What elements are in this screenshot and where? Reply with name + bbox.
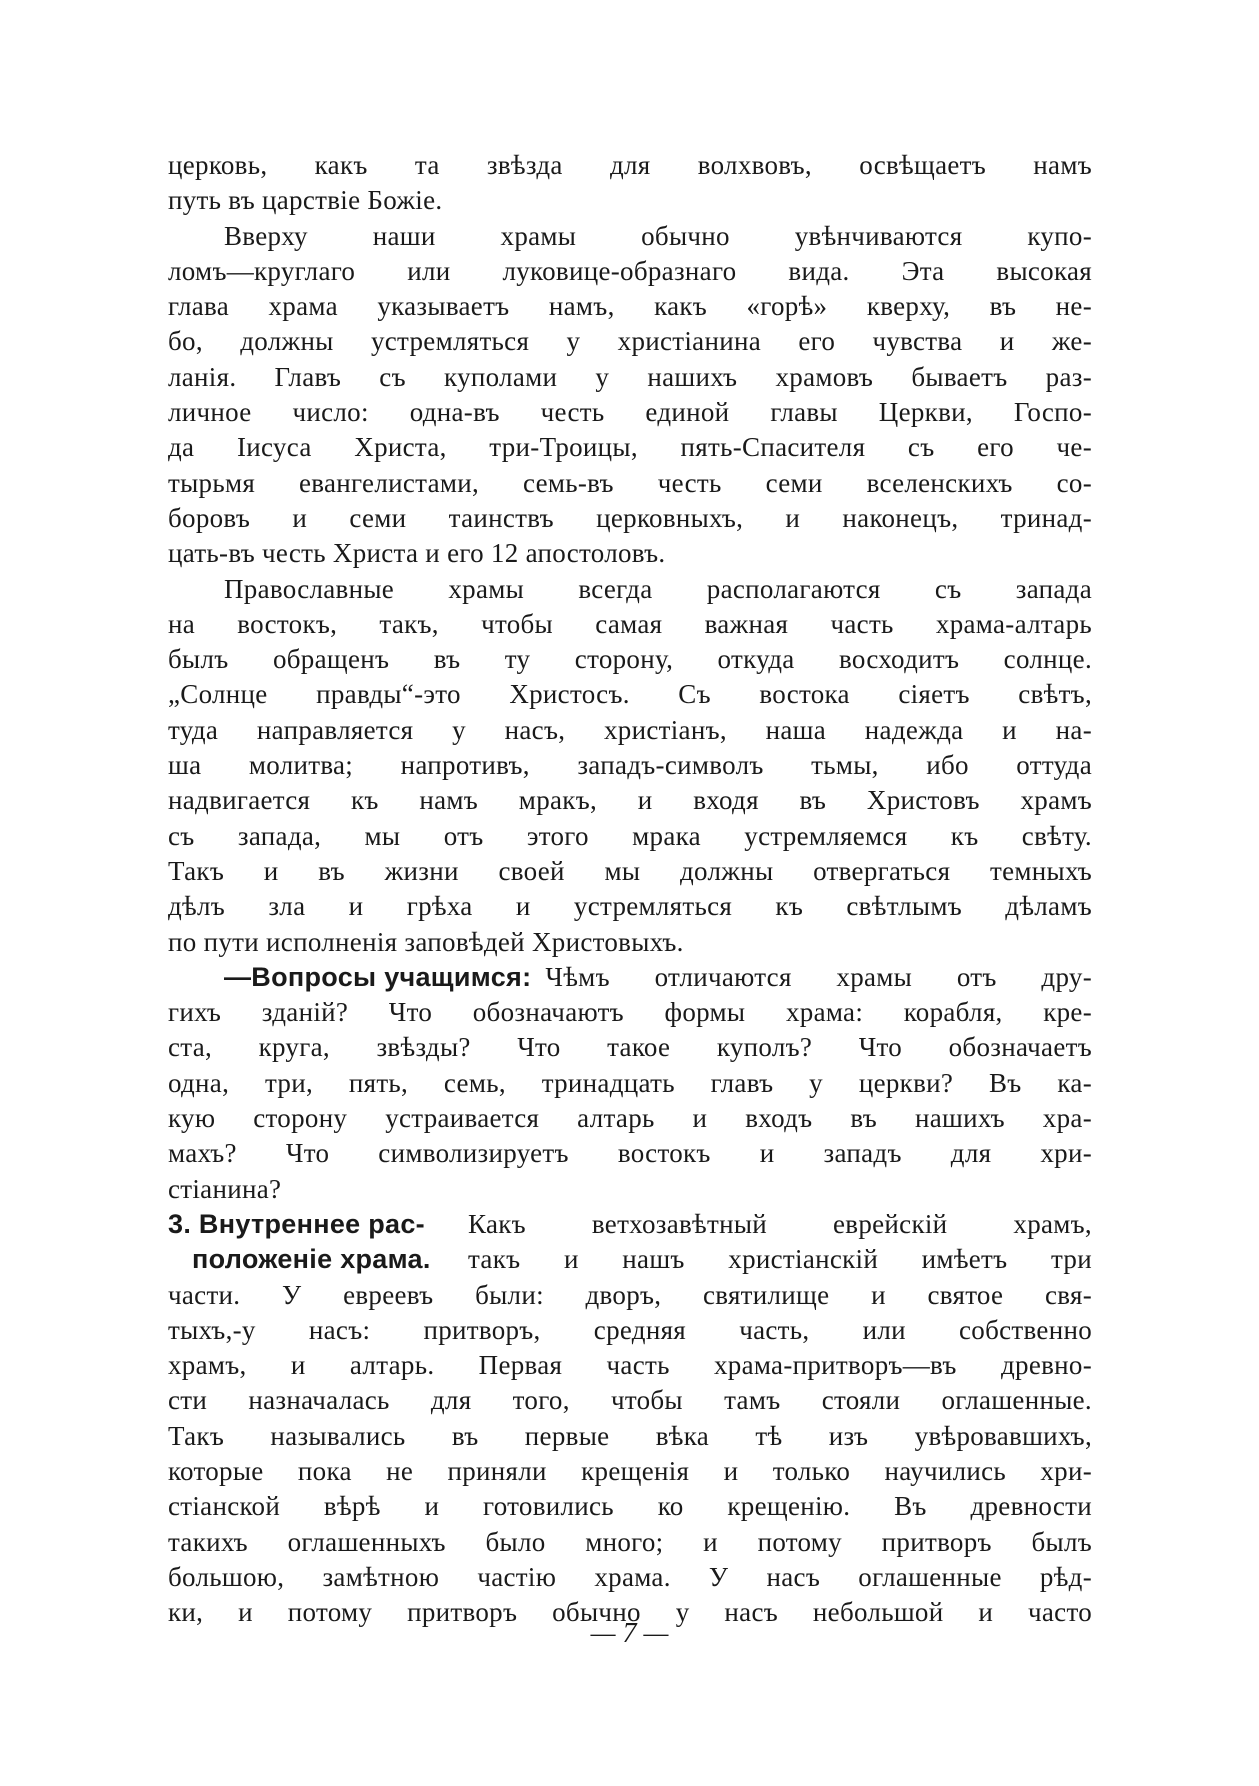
- body-line: Православные храмы всегда располагаются съ запада: [224, 573, 1092, 604]
- section-line: большою, замѣтною частію храма. У насъ оглашенные рѣд-: [168, 1561, 1092, 1592]
- section-line: Такъ назывались въ первые вѣка тѣ изъ увѣровавшихъ,: [168, 1420, 1092, 1451]
- body-line: путь въ царствіе Божіе.: [168, 185, 443, 216]
- body-line: дѣлъ зла и грѣха и устремляться къ свѣтлымъ дѣламъ: [168, 891, 1092, 922]
- body-line: былъ обращенъ въ ту сторону, откуда восходитъ солнце.: [168, 644, 1092, 675]
- section-line: тыхъ,-у насъ: притворъ, средняя часть, или собственно: [168, 1314, 1092, 1345]
- section-heading: 3. Внутреннее рас-: [168, 1208, 425, 1239]
- body-line: туда направляется у насъ, христіанъ, наша надежда и на-: [168, 714, 1092, 745]
- body-line: Вверху наши храмы обычно увѣнчиваются купо-: [224, 220, 1092, 251]
- questions-line: стіанина?: [168, 1173, 282, 1204]
- section-first-line: [168, 1207, 1092, 1242]
- body-line: съ запада, мы отъ этого мрака устремляемся къ свѣту.: [168, 820, 1092, 851]
- page-number: — 7 —: [590, 1618, 669, 1649]
- section-line: такъ и нашъ христіанскій имѣетъ три: [468, 1244, 1092, 1275]
- questions-line: гихъ зданій? Что обозначаютъ формы храма: корабля, кре-: [168, 997, 1092, 1028]
- body-line: бо, должны устремляться у христіанина его чувства и же-: [168, 326, 1092, 357]
- section-line: ки, и потому притворъ обычно у насъ небольшой и часто: [168, 1597, 1092, 1628]
- section-line: такихъ оглашенныхъ было много; и потому притворъ былъ: [168, 1526, 1092, 1557]
- body-line: личное число: одна-въ честь единой главы Церкви, Госпо-: [168, 397, 1092, 428]
- body-line: по пути исполненія заповѣдей Христовыхъ.: [168, 926, 684, 957]
- body-line: Такъ и въ жизни своей мы должны отвергаться темныхъ: [168, 855, 1092, 886]
- questions-label: —Вопросы учащимся:: [224, 961, 532, 992]
- body-line: надвигается къ намъ мракъ, и входя въ Христовъ храмъ: [168, 785, 1092, 816]
- body-line: церковь, какъ та звѣзда для волхвовъ, освѣщаетъ намъ: [168, 150, 1092, 180]
- section-line: храмъ, и алтарь. Первая часть храма-притворъ—въ древно-: [168, 1350, 1092, 1381]
- questions-line: ста, круга, звѣзды? Что такое куполъ? Что обозначаетъ: [168, 1032, 1092, 1063]
- body-line: цать-въ честь Христа и его 12 апостоловъ.: [168, 538, 666, 569]
- body-line: „Солнце правды“-это Христосъ. Съ востока сіяетъ свѣтъ,: [168, 679, 1092, 710]
- questions-line: Чѣмъ отличаются храмы отъ дру-: [545, 961, 1092, 992]
- questions-first-line: [168, 960, 1092, 995]
- body-line: боровъ и семи таинствъ церковныхъ, и наконецъ, тринад-: [168, 502, 1092, 533]
- body-line: глава храма указываетъ намъ, какъ «горѣ» кверху, въ не-: [168, 291, 1092, 322]
- section-line: сти назначалась для того, чтобы тамъ стояли оглашенные.: [168, 1385, 1092, 1416]
- section-line: части. У евреевъ были: дворъ, святилище и святое свя-: [168, 1279, 1092, 1310]
- section-line: Какъ ветхозавѣтный еврейскій храмъ,: [468, 1208, 1092, 1239]
- questions-line: одна, три, пять, семь, тринадцать главъ у церкви? Въ ка-: [168, 1067, 1092, 1098]
- section-heading: положеніе храма.: [192, 1244, 431, 1275]
- body-line: тырьмя евангелистами, семь-въ честь семи вселенскихъ со-: [168, 467, 1092, 498]
- body-line: ша молитва; напротивъ, западъ-символъ тьмы, ибо оттуда: [168, 750, 1092, 781]
- body-line: да Іисуса Христа, три-Троицы, пять-Спасителя съ его че-: [168, 432, 1092, 463]
- section-line: которые пока не приняли крещенія и только научились хри-: [168, 1455, 1092, 1486]
- section-line: стіанской вѣрѣ и готовились ко крещенію. Въ древности: [168, 1491, 1092, 1522]
- body-line: ломъ—круглаго или луковице-образнаго вида. Эта высокая: [168, 255, 1092, 286]
- questions-line: кую сторону устраивается алтарь и входъ въ нашихъ хра-: [168, 1103, 1092, 1134]
- body-line: на востокъ, такъ, чтобы самая важная часть храма-алтарь: [168, 608, 1092, 639]
- section-second-line: [168, 1242, 1092, 1277]
- page-body: [168, 148, 1092, 1630]
- questions-line: махъ? Что символизируетъ востокъ и западъ для хри-: [168, 1138, 1092, 1169]
- body-line: ланія. Главъ съ куполами у нашихъ храмовъ бываетъ раз-: [168, 361, 1092, 392]
